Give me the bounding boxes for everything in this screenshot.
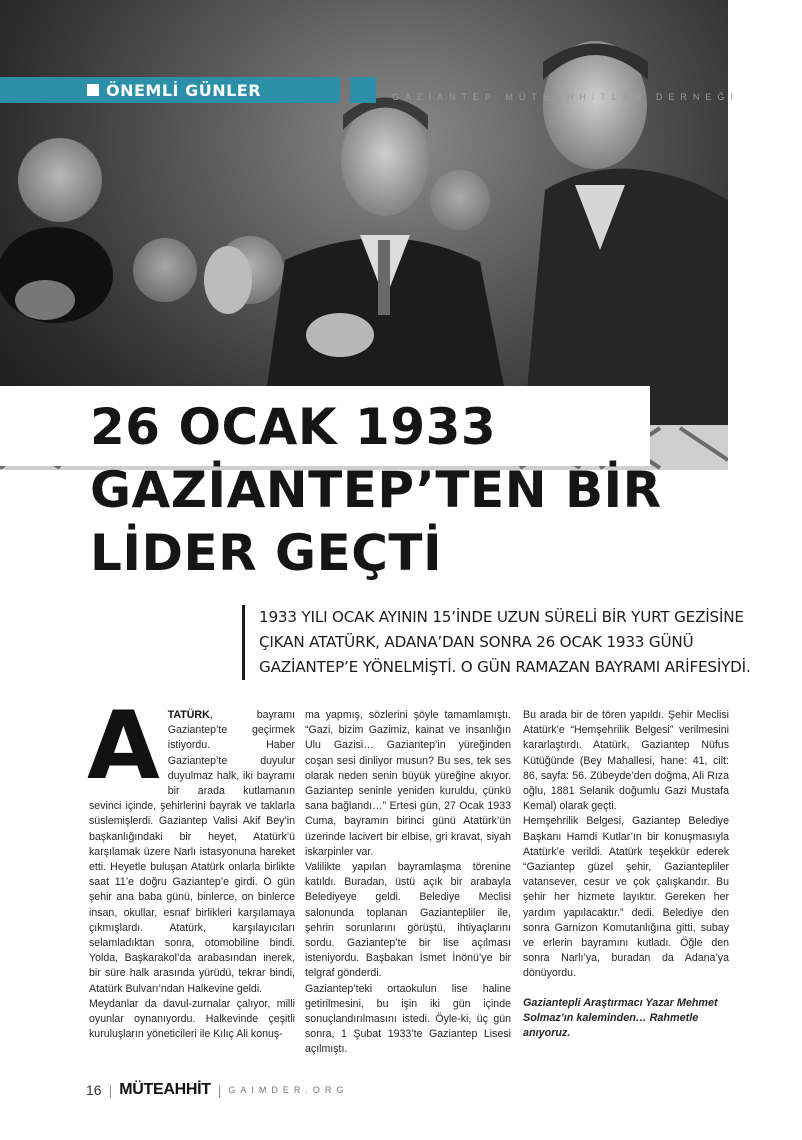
section-bar — [0, 77, 340, 103]
page-number: 16 — [86, 1082, 102, 1098]
article-paragraph — [87, 692, 295, 997]
lead-line-2: ÇIKAN ATATÜRK, ADANA’DAN SONRA 26 OCAK 1933 GÜNÜ — [259, 633, 694, 651]
headline — [90, 396, 740, 585]
article-column-2 — [305, 708, 511, 1058]
website-link[interactable]: GAIMDER.ORG — [228, 1085, 349, 1095]
headline-line-1: 26 OCAK 1933 — [90, 398, 497, 456]
lead-paragraph — [242, 605, 779, 680]
drop-cap: A — [87, 692, 160, 801]
article-column-3 — [523, 708, 729, 1041]
footer-separator: | — [217, 1082, 222, 1098]
section-label: ÖNEMLİ GÜNLER — [106, 81, 262, 100]
magazine-logo: MÜTEAHHİT — [119, 1081, 211, 1098]
lead-line-1: 1933 YILI OCAK AYININ 15’İNDE UZUN SÜRELİ BİR YURT GEZİSİNE — [259, 608, 744, 626]
article-paragraph: Meydanlar da davul-zurnalar çalıyor, milli oyunlar oynanıyordu. Halkevinde çeşitli kuruluşların yöneticileri ile Kılıç Ali konuş- — [89, 997, 295, 1041]
accent-square — [350, 77, 376, 103]
article-paragraph: ma yapmış, sözlerini şöyle tamamlamıştı. “Gazi, bizim Gazimiz, kainat ve insanlığın Ulu Gazisi… Gaziantep’in yüreğinden coşan sesi dinliyor musun? Bu ses, tek ses olarak neden senin büyük yüreğine akıyor. Gaziantep seninle yeniden kuruldu, çünkü sana bağlandı…” Ertesi gün, 27 Ocak 1933 Cuma, bayramın birinci günü Atatürk’ün üzerinde lacivert bir elbise, gri kravat, siyah iskarpinler var. — [305, 709, 511, 858]
lead-line-3: GAZİANTEP’E YÖNELMİŞTİ. O GÜN RAMAZAN BAYRAMI ARİFESİYDİ. — [259, 658, 751, 676]
article-column-1 — [87, 692, 295, 1042]
article-paragraph: Hemşehrilik Belgesi, Gaziantep Belediye Başkanı Hamdi Kutlar’ın bir konuşmasıyla Atatürk’e verildi. Atatürk teşekkür ederek “Gaziantep güzel şehir, Gaziantepliler vatansever, cesur ve çok çalışkandır. Bu şehir her hizmete layıktır. Gereken her yardım yapılacaktır.” dedi. Belediye den sonra Garnizon Komutanlığına gitti, subay ve erlerin bayramını kutladı. Öğle den sonra Narlı’ya, buradan da Adana’ya dönüyordu. — [523, 815, 729, 980]
footer-separator: | — [108, 1082, 113, 1098]
lead-word: TATÜRK — [167, 709, 210, 721]
headline-line-2: GAZİANTEP’TEN BİR — [90, 461, 662, 519]
article-paragraph: Valilikte yapılan bayramlaşma törenine katıldı. Buradan, üstü açık bir arabayla Belediyeye geldi. Belediye Meclisi salonunda toplanan Gaziantepliler ile, şehrin sorunlarını görüştü, ihtiyaçlarını sordu. Gaziantep’te bir lise açılması isteniyordu. Başbakan İsmet İnönü’ye bir telgraf gönderdi. — [305, 861, 511, 980]
page-footer — [86, 1080, 348, 1100]
association-name: GAZİANTEP MÜTEAHHİTLER DERNEĞİ — [392, 92, 739, 102]
section-square-icon — [87, 84, 99, 96]
paragraph-text: , bayramı Gaziantep’te geçirmek istiyordu. Haber Gaziantep’te duyulur duyulmaz halk, iki bayramı bir arada kutlamanın sevinci içinde, şehirlerini bayrak ve taklarla süslemişlerdi. Gaziantep Valisi Akif Bey’in başkanlığındaki bir heyet, Atatürk’ü karşılamak üzere Narlı istasyonuna hareket etti. Heyetle buluşan Atatürk onlarla birlikte saat 11’e doğru Gaziantep’e girdi. O gün şehir ana baba günü, binlerce, on binlerce insan, okullar, esnaf birlikleri karşılamaya çıkmışlardı. Atatürk, karşılayıcıları selamladıktan sonra, otomobiline bindi. Yolda, Başkarakol’da arabasından inerek, bir süre halk arasında yürüdü, tekrar bindi, Atatürk Bulvarı’ndan Halkevine geldi. — [89, 709, 295, 995]
article-paragraph: Gaziantep’teki ortaokulun lise haline getirilmesini, bu işin iki gün içinde sonuçlandırılmasını istedi. Öyle-ki, üç gün sonra, 1 Şubat 1933’te Gaziantep Lisesi açılmıştı. — [305, 982, 511, 1056]
author-credit: Gaziantepli Araştırmacı Yazar Mehmet Solmaz’ın kaleminden… Rahmetle anıyoruz. — [523, 996, 718, 1039]
article-paragraph: Bu arada bir de tören yapıldı. Şehir Meclisi Atatürk’e “Hemşehrilik Belgesi” verilmesini kararlaştırdı. Atatürk, Gaziantep Nüfus Kütüğünde (Bey Mahallesi, hane: 41, cilt: 86, sayfa: 56. Zübeyde’den doğma, Ali Rıza oğlu, 1881 Selanik doğumlu Gazi Mustafa Kemal) olarak geçti. — [523, 709, 729, 813]
headline-line-3: LİDER GEÇTİ — [90, 524, 443, 582]
